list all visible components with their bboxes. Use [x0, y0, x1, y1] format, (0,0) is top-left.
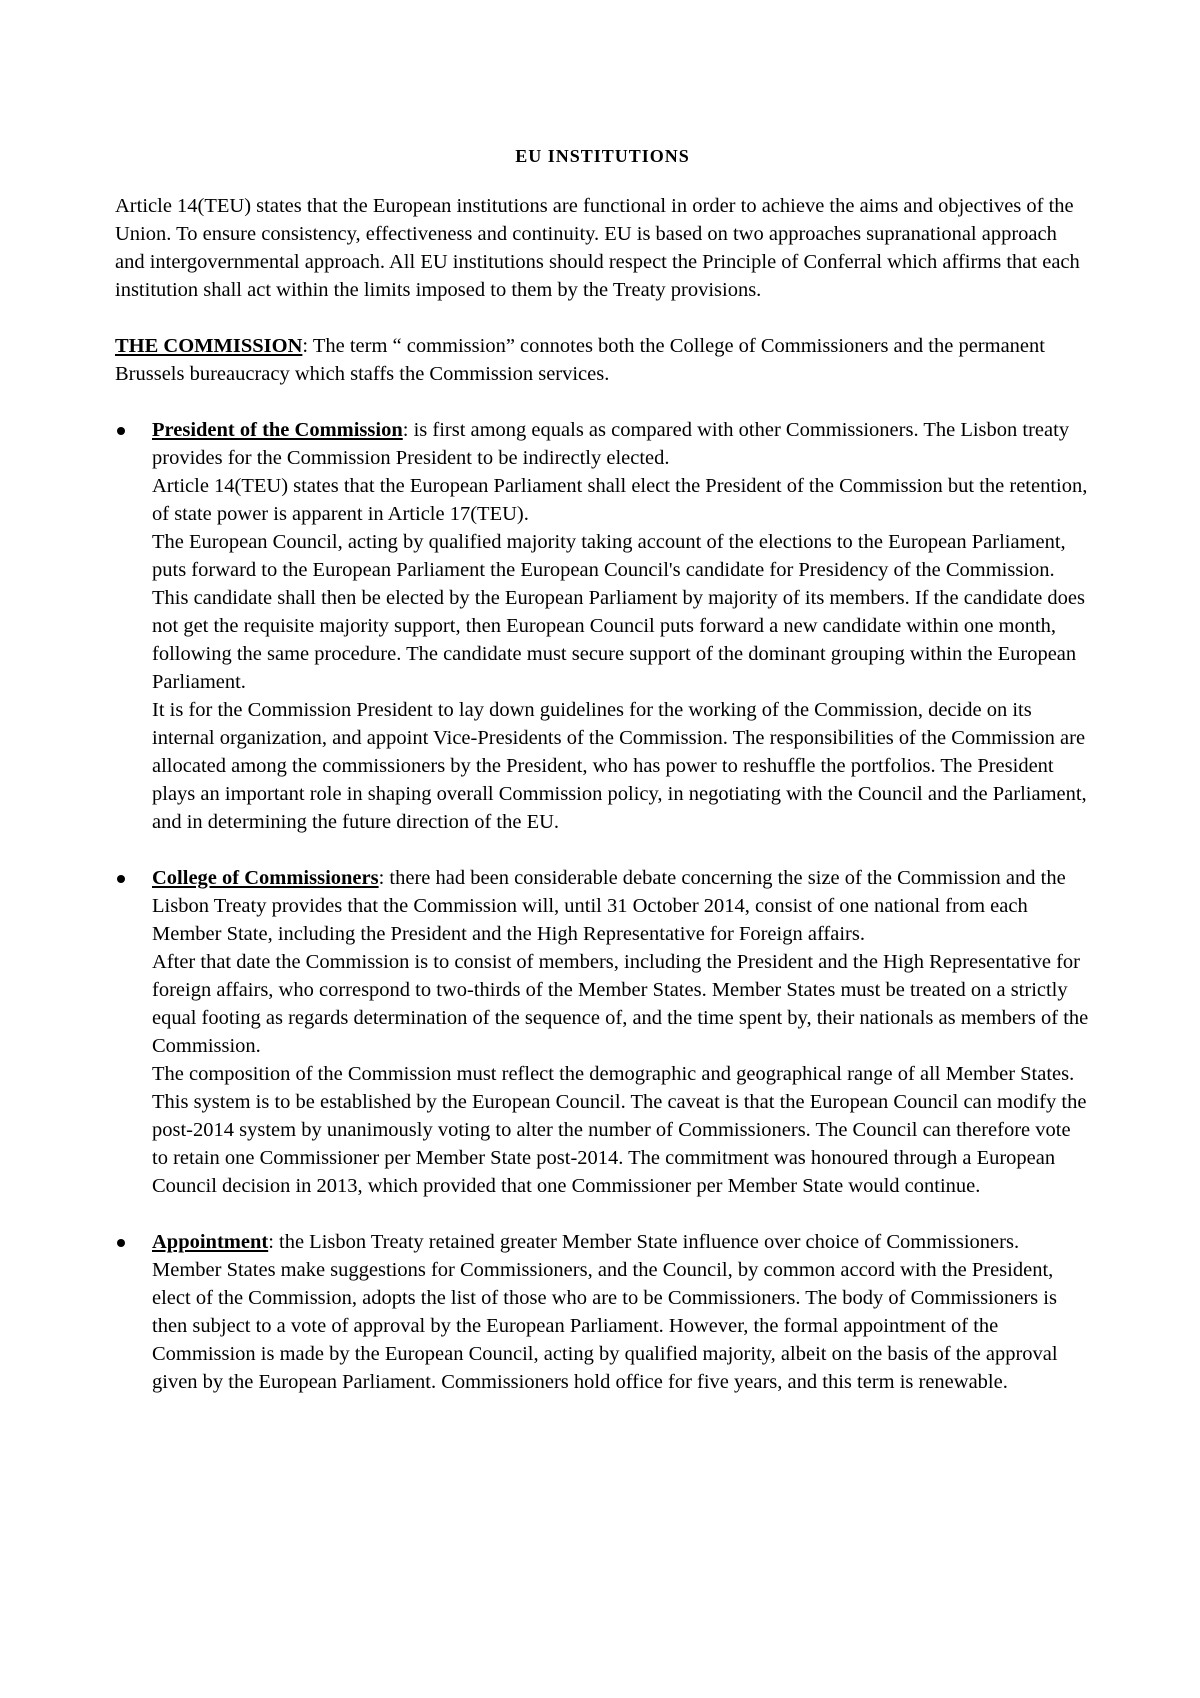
bullet-list — [115, 416, 1090, 1396]
bullet-text: : the Lisbon Treaty retained greater Member State influence over choice of Commissioners. Member States make suggestions for Commissioners, and the Council, by common accord with the President, elect of the Commission, adopts the list of those who are to be Commissioners. The body of Commissioners is then subject to a vote of approval by the European Parliament. However, the formal appointment of the Commission is made by the European Council, acting by qualified majority, albeit on the basis of the approval given by the European Parliament. Commissioners hold office for five years, and this term is renewable. — [152, 1231, 1058, 1393]
bullet-paragraph — [152, 1228, 1090, 1396]
bullet-president — [115, 416, 1090, 836]
commission-section — [115, 332, 1090, 388]
document-title: EU INSTITUTIONS — [515, 146, 690, 166]
bullet-term: Appointment — [152, 1231, 269, 1253]
bullet-paragraph: The composition of the Commission must reflect the demographic and geographical range of all Member States. This system is to be established by the European Council. The caveat is that the European Council can modify the post-2014 system by unanimously voting to alter the number of Commissioners. The Council can therefore vote to retain one Commissioner per Member State post-2014. The commitment was honoured through a European Council decision in 2013, which provided that one Commissioner per Member State would continue. — [152, 1063, 1087, 1197]
bullet-paragraph: Article 14(TEU) states that the European Parliament shall elect the President of the Commission but the retention, of state power is apparent in Article 17(TEU). — [152, 475, 1088, 525]
bullet-paragraph: It is for the Commission President to lay down guidelines for the working of the Commission, decide on its internal organization, and appoint Vice-Presidents of the Commission. The responsibilities of the Commission are allocated among the commissioners by the President, who has power to reshuffle the portfolios. The President plays an important role in shaping overall Commission policy, in negotiating with the Council and the Parliament, and in determining the future direction of the EU. — [152, 699, 1087, 833]
bullet-paragraph — [152, 416, 1090, 472]
commission-heading: THE COMMISSION — [115, 335, 303, 357]
bullet-term: College of Commissioners — [152, 867, 379, 889]
bullet-dot-icon — [117, 427, 125, 435]
bullet-paragraph: The European Council, acting by qualified majority taking account of the elections to the European Parliament, puts forward to the European Parliament the European Council's candidate for Presidency of the Commission. This candidate shall then be elected by the European Parliament by majority of its members. If the candidate does not get the requisite majority support, then European Council puts forward a new candidate within one month, following the same procedure. The candidate must secure support of the dominant grouping within the European Parliament. — [152, 531, 1086, 693]
bullet-paragraph — [152, 864, 1090, 948]
bullet-term: President of the Commission — [152, 419, 403, 441]
bullet-text: : there had been considerable debate concerning the size of the Commission and the Lisbon Treaty provides that the Commission will, until 31 October 2014, consist of one national from each Member State, including the President and the High Representative for Foreign affairs. — [152, 867, 1066, 945]
bullet-college — [115, 864, 1090, 1200]
bullet-text: : is first among equals as compared with other Commissioners. The Lisbon treaty provides for the Commission President to be indirectly elected. — [152, 419, 1070, 469]
commission-text: : The term “ commission” connotes both the College of Commissioners and the permanent Brussels bureaucracy which staffs the Commission services. — [115, 335, 1045, 385]
bullet-dot-icon — [117, 1239, 125, 1247]
intro-paragraph: Article 14(TEU) states that the European institutions are functional in order to achieve the aims and objectives of the Union. To ensure consistency, effectiveness and continuity. EU is based on two approaches supranational approach and intergovernmental approach. All EU institutions should respect the Principle of Conferral which affirms that each institution shall act within the limits imposed to them by the Treaty provisions. — [115, 195, 1080, 301]
bullet-paragraph: After that date the Commission is to consist of members, including the President and the High Representative for foreign affairs, who correspond to two-thirds of the Member States. Member States must be treated on a strictly equal footing as regards determination of the sequence of, and the time spent by, their nationals as members of the Commission. — [152, 951, 1089, 1057]
bullet-appointment — [115, 1228, 1090, 1396]
bullet-dot-icon — [117, 875, 125, 883]
